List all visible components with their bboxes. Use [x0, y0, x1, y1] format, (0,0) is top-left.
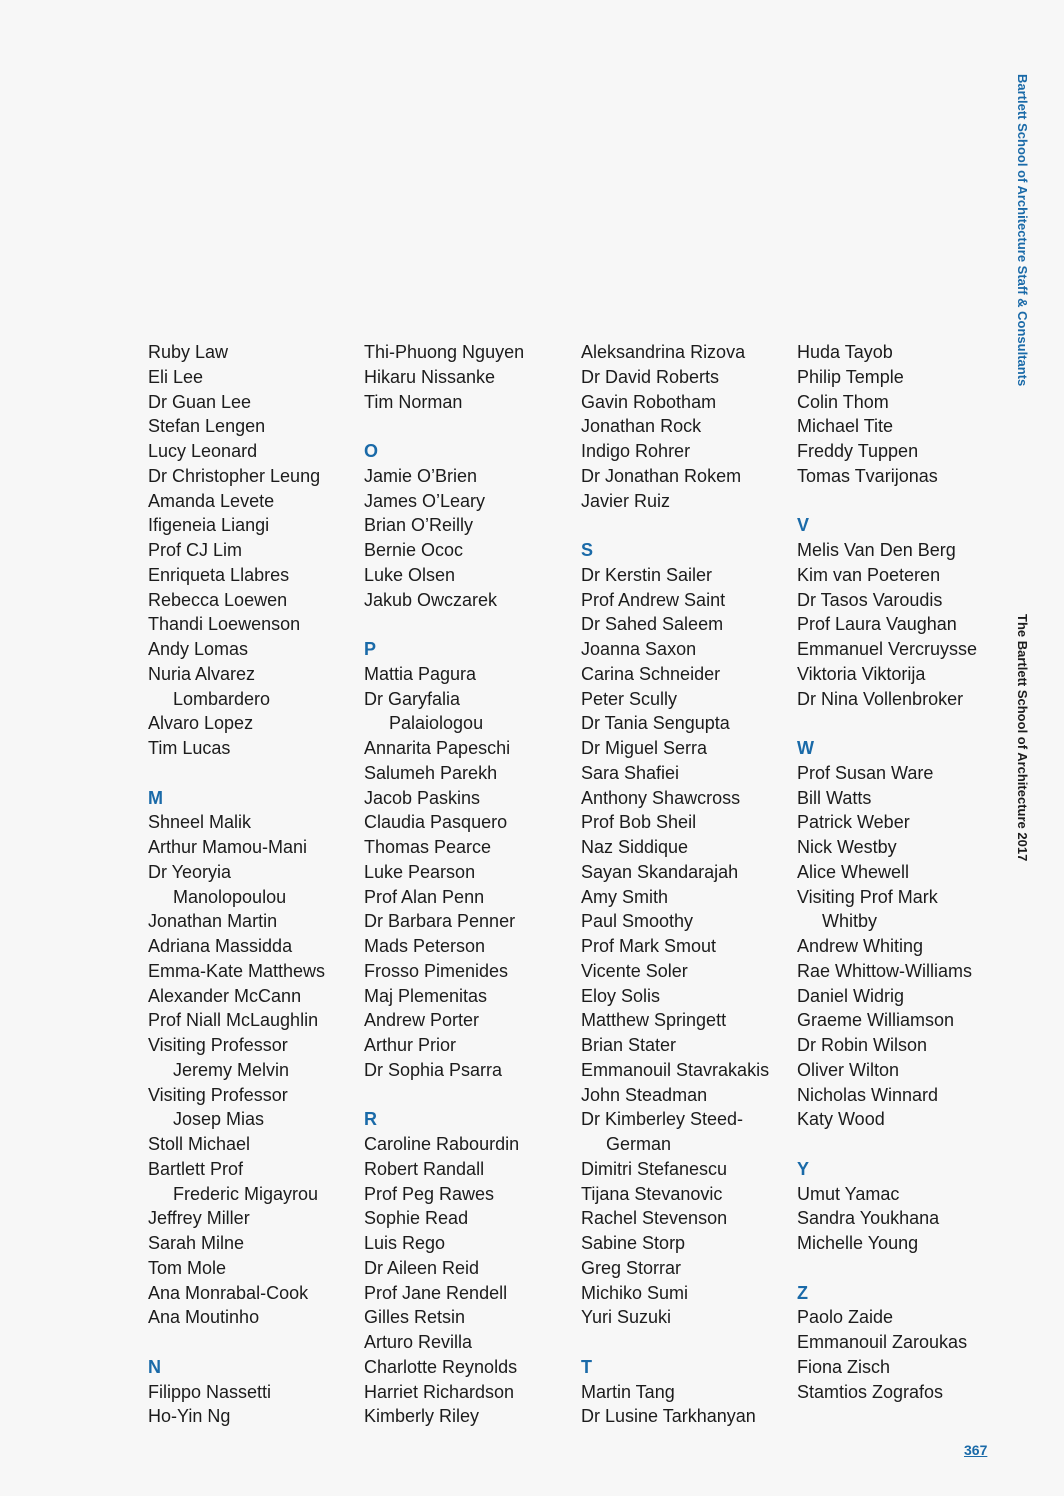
section-letter: M	[148, 787, 163, 808]
staff-name: Fiona Zisch	[797, 1356, 891, 1377]
staff-name: Alice Whewell	[797, 861, 910, 882]
staff-name: Prof Susan Ware	[797, 762, 934, 783]
staff-name: Thandi Loewenson	[148, 614, 301, 635]
staff-name: Katy Wood	[797, 1109, 885, 1130]
section-letter: S	[581, 540, 594, 560]
staff-name: Dr Garyfalia	[364, 688, 461, 709]
staff-name: Alvaro Lopez	[148, 713, 254, 734]
section-spacer	[581, 1330, 781, 1355]
staff-name: Andy Lomas	[148, 639, 249, 659]
section-spacer	[581, 513, 781, 538]
staff-name: Dr Sophia Psarra	[364, 1059, 503, 1080]
column-2	[364, 340, 564, 1429]
staff-name: Naz Siddique	[581, 837, 689, 857]
staff-name: Dr Robin Wilson	[797, 1035, 928, 1055]
staff-name: Daniel Widrig	[797, 985, 905, 1006]
staff-name: Salumeh Parekh	[364, 762, 498, 783]
staff-name: Dr Christopher Leung	[148, 465, 321, 486]
staff-name: Visiting Prof Mark	[797, 886, 938, 907]
staff-name: Bernie Ococ	[364, 540, 464, 560]
staff-name: Luke Pearson	[364, 861, 476, 882]
staff-name: Thomas Pearce	[364, 837, 492, 857]
staff-name: Luis Rego	[364, 1233, 446, 1253]
staff-name: Melis Van Den Berg	[797, 540, 956, 560]
staff-name: Jonathan Martin	[148, 911, 278, 932]
staff-name: Sarah Milne	[148, 1233, 245, 1253]
staff-name: Sophie Read	[364, 1208, 469, 1229]
running-header-section: Bartlett School of Architecture Staff & Consultants	[1015, 74, 1030, 387]
staff-name: Prof Jane Rendell	[364, 1282, 508, 1303]
section-letter: V	[797, 515, 810, 536]
staff-name: Nick Westby	[797, 837, 897, 857]
section-spacer	[797, 711, 997, 736]
staff-name: Caroline Rabourdin	[364, 1134, 520, 1154]
staff-name: Prof CJ Lim	[148, 540, 243, 560]
staff-name: Anthony Shawcross	[581, 787, 741, 808]
staff-name: Javier Ruiz	[581, 490, 671, 511]
staff-name: Prof Andrew Saint	[581, 589, 726, 610]
section-letter: Y	[797, 1158, 810, 1179]
staff-name: Claudia Pasquero	[364, 812, 508, 833]
staff-name: Umut Yamac	[797, 1183, 900, 1204]
staff-name: Ho-Yin Ng	[148, 1406, 231, 1427]
page-number[interactable]: 367	[964, 1442, 988, 1458]
staff-name: Visiting Professor	[148, 1084, 288, 1105]
staff-name: Mads Peterson	[364, 936, 486, 956]
staff-name: Filippo Nassetti	[148, 1381, 272, 1402]
section-spacer	[148, 761, 348, 786]
staff-name: Rae Whittow-Williams	[797, 960, 973, 981]
staff-name: Sara Shafiei	[581, 762, 680, 783]
staff-name: Annarita Papeschi	[364, 738, 511, 758]
staff-name: Bartlett Prof	[148, 1158, 244, 1179]
staff-name: Visiting Professor	[148, 1035, 288, 1055]
staff-name: Nicholas Winnard	[797, 1084, 939, 1105]
staff-name: Andrew Whiting	[797, 936, 924, 956]
staff-name: Sabine Storp	[581, 1233, 686, 1253]
staff-name: Ifigeneia Liangi	[148, 515, 270, 536]
staff-name: Emmanouil Stavrakakis	[581, 1059, 770, 1080]
staff-name: Tim Lucas	[148, 738, 231, 758]
staff-name: Hikaru Nissanke	[364, 366, 496, 387]
staff-name-continuation: Palaiologou	[389, 713, 484, 734]
section-letter: Z	[797, 1282, 808, 1303]
staff-name: Bill Watts	[797, 787, 872, 808]
staff-name: Prof Bob Sheil	[581, 812, 697, 833]
staff-name: Nuria Alvarez	[148, 663, 256, 684]
staff-name: Oliver Wilton	[797, 1059, 900, 1080]
staff-name: Brian O’Reilly	[364, 515, 474, 536]
staff-name: Dr Jonathan Rokem	[581, 465, 742, 486]
staff-name: Harriet Richardson	[364, 1381, 515, 1402]
staff-name-continuation: Jeremy Melvin	[173, 1059, 290, 1080]
section-letter: P	[364, 639, 377, 659]
staff-name: Emmanouil Zaroukas	[797, 1332, 968, 1352]
section-spacer	[364, 612, 564, 637]
staff-name: Dr David Roberts	[581, 366, 720, 387]
staff-name: Jamie O’Brien	[364, 465, 478, 486]
staff-name: Arturo Revilla	[364, 1332, 473, 1352]
staff-name: Enriqueta Llabres	[148, 564, 290, 585]
staff-name: Dr Sahed Saleem	[581, 614, 724, 635]
staff-name: Luke Olsen	[364, 564, 456, 585]
staff-name: Stamtios Zografos	[797, 1381, 944, 1402]
staff-name: Joanna Saxon	[581, 639, 697, 659]
staff-name: Lucy Leonard	[148, 441, 258, 461]
staff-name: Stoll Michael	[148, 1134, 251, 1154]
staff-name: Jeffrey Miller	[148, 1208, 250, 1229]
section-letter: R	[364, 1109, 377, 1130]
staff-name: Tim Norman	[364, 391, 463, 412]
staff-name: Dr Tania Sengupta	[581, 713, 730, 734]
staff-name: Tomas Tvarijonas	[797, 465, 938, 486]
staff-name: Greg Storrar	[581, 1257, 682, 1278]
staff-name: Mattia Pagura	[364, 663, 477, 684]
staff-name: Sayan Skandarajah	[581, 861, 739, 882]
staff-name: Freddy Tuppen	[797, 441, 919, 461]
staff-name: Stefan Lengen	[148, 416, 266, 437]
staff-name: Gilles Retsin	[364, 1307, 466, 1328]
staff-name: Sandra Youkhana	[797, 1208, 940, 1229]
section-spacer	[148, 1330, 348, 1355]
staff-name: Paolo Zaide	[797, 1307, 894, 1328]
staff-name-continuation: Josep Mias	[173, 1109, 265, 1130]
staff-name: Rachel Stevenson	[581, 1208, 728, 1229]
staff-name: Matthew Springett	[581, 1010, 727, 1031]
staff-name: Vicente Soler	[581, 960, 688, 981]
column-1	[148, 340, 348, 1429]
staff-name: Huda Tayob	[797, 342, 893, 362]
staff-name: Martin Tang	[581, 1381, 675, 1402]
staff-name: Andrew Porter	[364, 1010, 480, 1031]
staff-name: Dr Kimberley Steed-	[581, 1109, 744, 1130]
running-header-book: The Bartlett School of Architecture 2017	[1015, 614, 1030, 862]
section-letter: T	[581, 1356, 592, 1377]
staff-name: Prof Peg Rawes	[364, 1183, 495, 1204]
section-letter: N	[148, 1356, 161, 1377]
section-spacer	[797, 1132, 997, 1157]
staff-name: Viktoria Viktorija	[797, 663, 926, 684]
staff-name: Arthur Prior	[364, 1035, 457, 1055]
staff-name: Paul Smoothy	[581, 911, 694, 932]
staff-name: Gavin Robotham	[581, 391, 717, 412]
staff-name: Indigo Rohrer	[581, 441, 691, 461]
staff-name-continuation: Manolopoulou	[173, 886, 287, 907]
staff-name: Prof Niall McLaughlin	[148, 1010, 319, 1031]
staff-name: Tom Mole	[148, 1257, 227, 1278]
staff-name: Michiko Sumi	[581, 1282, 689, 1303]
staff-name-continuation: Lombardero	[173, 688, 271, 709]
staff-name: Graeme Williamson	[797, 1010, 955, 1031]
staff-name: John Steadman	[581, 1084, 708, 1105]
staff-name: Alexander McCann	[148, 985, 302, 1006]
staff-name: Dr Yeoryia	[148, 861, 232, 882]
staff-name: Jacob Paskins	[364, 787, 481, 808]
staff-name: Ana Moutinho	[148, 1307, 260, 1328]
staff-name: Dr Barbara Penner	[364, 911, 516, 932]
staff-name: Maj Plemenitas	[364, 985, 488, 1006]
section-spacer	[797, 489, 997, 514]
staff-name: Colin Thom	[797, 391, 889, 412]
staff-name: Jonathan Rock	[581, 416, 702, 437]
section-letter: O	[364, 441, 379, 461]
staff-name: Patrick Weber	[797, 812, 910, 833]
staff-name: Eli Lee	[148, 366, 204, 387]
section-spacer	[797, 1256, 997, 1281]
section-letter: W	[797, 738, 814, 758]
staff-name: Dr Lusine Tarkhanyan	[581, 1406, 756, 1427]
column-4	[797, 340, 997, 1404]
staff-name: Yuri Suzuki	[581, 1307, 672, 1328]
staff-name: Brian Stater	[581, 1035, 677, 1055]
staff-name: James O’Leary	[364, 490, 486, 511]
staff-name: Dr Kerstin Sailer	[581, 564, 713, 585]
staff-name: Tijana Stevanovic	[581, 1183, 723, 1204]
staff-name: Dr Aileen Reid	[364, 1257, 480, 1278]
staff-name: Frosso Pimenides	[364, 960, 509, 981]
staff-name: Emma-Kate Matthews	[148, 960, 326, 981]
staff-name: Dr Guan Lee	[148, 391, 252, 412]
column-3	[581, 340, 781, 1429]
staff-name: Prof Mark Smout	[581, 936, 717, 956]
staff-name: Prof Laura Vaughan	[797, 614, 957, 635]
staff-name: Thi-Phuong Nguyen	[364, 342, 525, 362]
staff-name: Amanda Levete	[148, 490, 275, 511]
section-spacer	[364, 414, 564, 439]
staff-name: Michelle Young	[797, 1233, 919, 1253]
staff-name: Rebecca Loewen	[148, 589, 288, 610]
staff-name: Shneel Malik	[148, 812, 252, 833]
staff-name-continuation: German	[606, 1134, 672, 1154]
staff-name-continuation: Whitby	[822, 911, 878, 932]
staff-name: Adriana Massidda	[148, 936, 293, 956]
staff-name: Kimberly Riley	[364, 1406, 480, 1427]
staff-name: Emmanuel Vercruysse	[797, 639, 978, 659]
section-spacer	[364, 1083, 564, 1108]
staff-name-continuation: Frederic Migayrou	[173, 1183, 319, 1204]
staff-name: Arthur Mamou-Mani	[148, 837, 308, 857]
staff-name: Dr Tasos Varoudis	[797, 589, 943, 610]
staff-name: Charlotte Reynolds	[364, 1356, 518, 1377]
staff-name: Amy Smith	[581, 886, 669, 907]
staff-name: Ruby Law	[148, 342, 229, 362]
staff-name: Jakub Owczarek	[364, 589, 498, 610]
staff-name: Dimitri Stefanescu	[581, 1158, 728, 1179]
staff-name: Philip Temple	[797, 366, 904, 387]
staff-name: Kim van Poeteren	[797, 564, 941, 585]
staff-name: Dr Nina Vollenbroker	[797, 688, 964, 709]
staff-name: Dr Miguel Serra	[581, 738, 708, 758]
staff-name: Carina Schneider	[581, 663, 721, 684]
staff-name: Michael Tite	[797, 416, 894, 437]
staff-name: Ana Monrabal-Cook	[148, 1282, 309, 1303]
staff-name: Aleksandrina Rizova	[581, 342, 746, 362]
staff-name: Eloy Solis	[581, 985, 661, 1006]
staff-name: Prof Alan Penn	[364, 886, 485, 907]
staff-name: Robert Randall	[364, 1158, 485, 1179]
staff-name: Peter Scully	[581, 688, 678, 709]
